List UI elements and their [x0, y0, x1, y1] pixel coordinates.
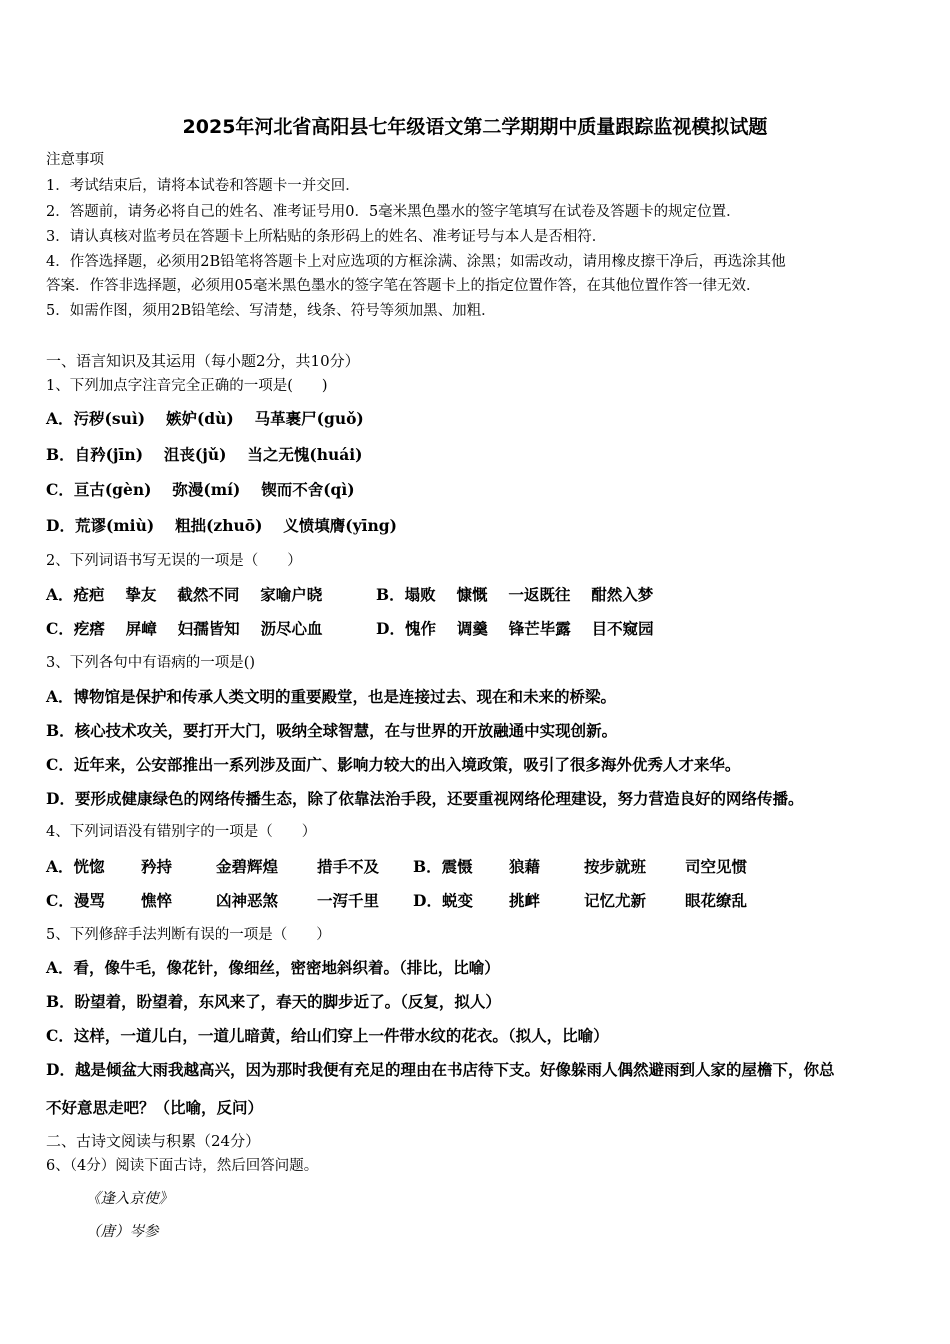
notice-heading: 注意事项: [46, 152, 104, 168]
q2-option-d: D．愧作 调羹 锋芒毕露 目不窥园: [376, 619, 654, 638]
q4-cell: 狼藉: [509, 857, 541, 876]
q3-option-c: C．近年来，公安部推出一系列涉及面广、影响力较大的出入境政策，吸引了很多海外优秀人才来华。: [46, 755, 741, 774]
section2-heading: 二、古诗文阅读与积累（24分）: [46, 1132, 261, 1150]
poem-author: （唐）岑参: [86, 1224, 159, 1240]
q2-option-a: A．疮疤 挚友 截然不同 家喻户晓: [46, 585, 323, 604]
q1-option-a: A．污秽(suì) 嫉妒(dù) 马革裹尸(guǒ): [46, 409, 364, 428]
q3-option-b: B．核心技术攻关，要打开大门，吸纳全球智慧，在与世界的开放融通中实现创新。: [46, 721, 618, 740]
q4-cell: D．蜕变: [413, 891, 473, 910]
q5-option-a: A．看，像牛毛，像花针，像细丝，密密地斜织着。（排比，比喻）: [46, 958, 500, 977]
notice-item: 1．考试结束后，请将本试卷和答题卡一并交回．: [46, 178, 360, 194]
q3-stem: 3、下列各句中有语病的一项是(): [46, 655, 256, 671]
q4-cell: 矜持: [141, 857, 173, 876]
section1-heading: 一、语言知识及其运用（每小题2分，共10分）: [46, 352, 360, 370]
q1-stem: 1、下列加点字注音完全正确的一项是( ): [46, 378, 328, 394]
q5-option-d-cont: 不好意思走吧？（比喻，反问）: [46, 1098, 264, 1117]
q4-cell: B．震慑: [413, 857, 473, 876]
q4-cell: 按步就班: [584, 857, 647, 876]
q1-option-b: B．自矜(jīn) 沮丧(jǔ) 当之无愧(huái): [46, 445, 363, 464]
q5-option-c: C．这样，一道儿白，一道儿暗黄，给山们穿上一件带水纹的花衣。（拟人，比喻）: [46, 1026, 609, 1045]
q3-option-a: A．博物馆是保护和传承人类文明的重要殿堂，也是连接过去、现在和未来的桥梁。: [46, 687, 617, 706]
q4-cell: A．恍惚: [46, 857, 105, 876]
poem-title: 《逢入京使》: [86, 1191, 173, 1207]
q5-option-b: B．盼望着，盼望着，东风来了，春天的脚步近了。（反复，拟人）: [46, 992, 501, 1011]
page-title: 2025年河北省高阳县七年级语文第二学期期中质量跟踪监视模拟试题: [182, 116, 768, 138]
q4-cell: 措手不及: [317, 857, 380, 876]
q4-cell: 挑衅: [509, 891, 541, 910]
notice-item: 4．作答选择题，必须用2B铅笔将答题卡上对应选项的方框涂满、涂黑；如需改动，请用橡皮擦干净后，再选涂其他: [46, 254, 786, 270]
q2-stem: 2、下列词语书写无误的一项是（ ）: [46, 553, 302, 569]
q1-option-d: D．荒谬(miù) 粗拙(zhuō) 义愤填膺(yīng): [46, 516, 397, 535]
q4-cell: 眼花缭乱: [685, 891, 748, 910]
q2-option-b: B．塌败 慷慨 一返既往 酣然入梦: [376, 585, 654, 604]
notice-item: 2．答题前，请务必将自己的姓名、准考证号用0．5毫米黑色墨水的签字笔填写在试卷及答题卡的规定位置．: [46, 204, 741, 220]
q4-cell: 司空见惯: [685, 857, 748, 876]
q2-option-c: C．疙瘩 屏嶂 妇孺皆知 沥尽心血: [46, 619, 323, 638]
q5-stem: 5、下列修辞手法判断有误的一项是（ ）: [46, 927, 331, 943]
q4-cell: C．漫骂: [46, 891, 105, 910]
q4-cell: 金碧辉煌: [216, 857, 279, 876]
q4-cell: 憔悴: [141, 891, 173, 910]
q4-cell: 一泻千里: [317, 891, 380, 910]
q4-stem: 4、下列词语没有错别字的一项是（ ）: [46, 824, 317, 840]
q6-stem: 6、（4分）阅读下面古诗，然后回答问题。: [46, 1158, 319, 1174]
notice-item: 答案．作答非选择题，必须用05毫米黑色墨水的签字笔在答题卡上的指定位置作答，在其他位置作答一律无效．: [46, 278, 761, 294]
q4-cell: 记忆尤新: [584, 891, 647, 910]
q1-option-c: C．亘古(gèn) 弥漫(mí) 锲而不舍(qì): [46, 480, 355, 499]
q3-option-d: D．要形成健康绿色的网络传播生态，除了依靠法治手段，还要重视网络伦理建设，努力营造良好的网络传播。: [46, 789, 804, 808]
q4-cell: 凶神恶煞: [216, 891, 279, 910]
q5-option-d: D．越是倾盆大雨我越高兴，因为那时我便有充足的理由在书店待下支。好像躲雨人偶然避雨到人家的屋檐下，你总: [46, 1060, 835, 1079]
notice-item: 5．如需作图，须用2B铅笔绘、写清楚，线条、符号等须加黑、加粗．: [46, 303, 496, 319]
notice-item: 3．请认真核对监考员在答题卡上所粘贴的条形码上的姓名、准考证号与本人是否相符．: [46, 229, 607, 245]
